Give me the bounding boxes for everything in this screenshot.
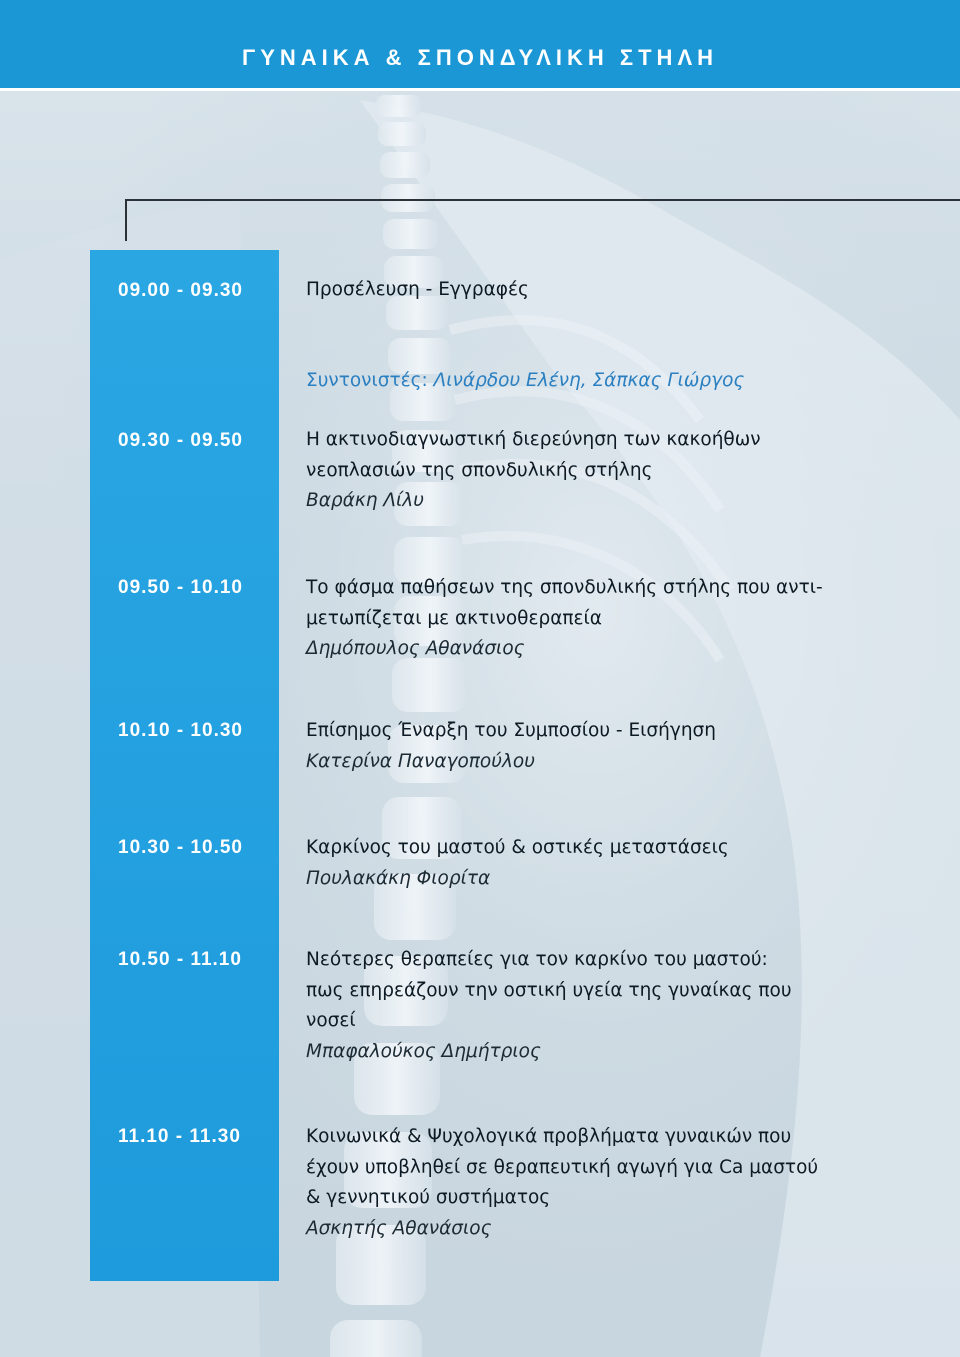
moderators-line [306,366,866,396]
session-title-line: πως επηρεάζουν την οστική υγεία της γυναίκας που [306,979,792,1001]
session-title-line: Η ακτινοδιαγνωστική διερεύνηση των κακοήθων [306,429,761,450]
session-speaker: Βαράκη Λίλυ [306,490,424,511]
header-divider [0,88,960,91]
session-speaker: Ασκητής Αθανάσιος [306,1217,492,1239]
session-time: 10.10 - 10.30 [118,720,243,741]
session-time: 09.30 - 09.50 [118,430,243,451]
session-time: 09.00 - 09.30 [118,280,243,301]
moderators-label: Συντονιστές: [306,370,428,391]
session-title-line: νοσεί [306,1010,356,1031]
frame-corner-horizontal-line [125,199,960,201]
page-title: ΓΥΝΑΙΚΑ & ΣΠΟΝΔΥΛΙΚΗ ΣΤΗΛΗ [241,45,719,70]
session-title-line: νεοπλασιών της σπονδυλικής στήλης [306,459,653,481]
session-title-line: Καρκίνος του μαστού & οστικές μεταστάσεις [306,837,729,858]
session-title-line: Προσέλευση - Εγγραφές [306,279,529,300]
session-title-line: & γεννητικού συστήματος [306,1187,551,1208]
session-item [306,716,866,777]
session-item [306,833,866,894]
session-title-line: μετωπίζεται με ακτινοθεραπεία [306,607,602,629]
session-item [306,573,866,665]
session-item [306,945,866,1067]
session-item [306,425,866,517]
session-title-line: έχουν υποβληθεί σε θεραπευτική αγωγή για Ca μαστού [306,1156,819,1178]
session-title-line: Το φάσμα παθήσεων της σπονδυλικής στήλης που αντι- [306,577,823,598]
session-speaker: Δημόπουλος Αθανάσιος [306,638,525,659]
moderators-names: Λινάρδου Ελένη, Σάπκας Γιώργος [433,370,745,391]
session-speaker: Κατερίνα Παναγοπούλου [306,750,535,772]
session-title-line: Επίσημος Έναρξη του Συμποσίου - Εισήγηση [306,720,716,741]
session-time: 11.10 - 11.30 [118,1126,241,1147]
session-title-line: Κοινωνικά & Ψυχολογικά προβλήματα γυναικών που [306,1126,792,1147]
frame-corner-vertical-line [125,199,127,241]
session-time: 10.50 - 11.10 [118,949,242,970]
session-time: 10.30 - 10.50 [118,837,243,858]
session-title-line: Νεότερες θεραπείες για τον καρκίνο του μαστού: [306,949,768,970]
session-item [306,1122,866,1244]
session-speaker: Πουλακάκη Φιορίτα [306,867,491,889]
session-speaker: Μπαφαλούκος Δημήτριος [306,1040,541,1062]
session-time: 09.50 - 10.10 [118,577,243,598]
session-item [306,275,866,306]
